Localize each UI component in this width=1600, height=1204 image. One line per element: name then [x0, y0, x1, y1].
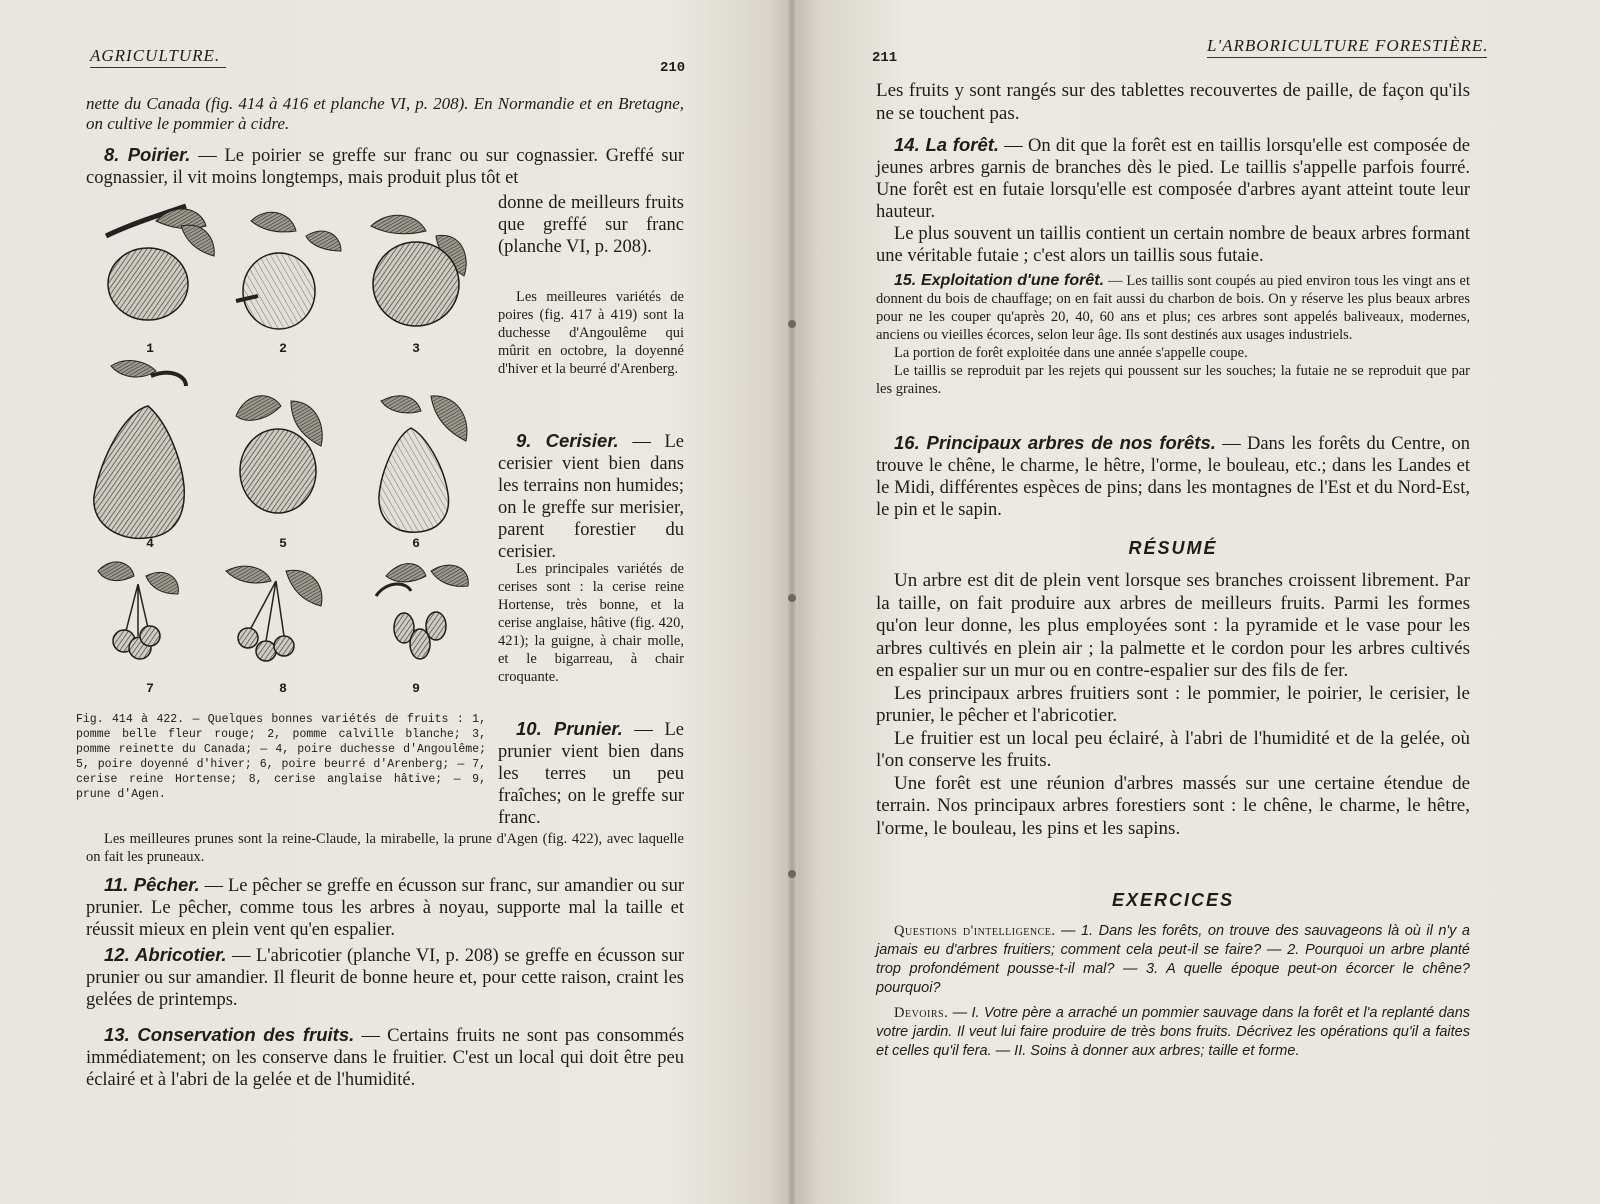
fruit-figure	[86, 196, 481, 716]
section-10-title: 10. Prunier.	[516, 718, 623, 739]
questions-text: — 1. Dans les forêts, on trouve des sauvageons là où il n'y a jamais eu d'arbres fruitiers; comment cela peut-il se faire? — 2. Pourquoi un arbre planté trop profondément pousse-t-il mal? — 3. A quelle époque peut-on écorcer le chêne? pourquoi?	[876, 923, 1470, 996]
cherry-varieties: Les principales variétés de cerises sont : la cerise reine Hortense, très bonne, et la cerise anglaise, hâtive (fig. 420, 421); la guigne, à chair molle, et le bigarreau, à chair croquante.	[498, 561, 684, 685]
binding-stitch	[788, 870, 796, 878]
section-8-continued: donne de meilleurs fruits que greffé sur franc (planche VI, p. 208).	[498, 193, 684, 257]
book-gutter	[786, 0, 798, 1204]
figure-number-4: 4	[146, 536, 154, 551]
section-15-title: 15. Exploitation d'une forêt.	[894, 272, 1105, 289]
figure-number-2: 2	[279, 341, 287, 356]
page-number-left: 210	[660, 60, 686, 76]
left-page	[0, 0, 792, 1204]
questions-label: Questions d'intelligence.	[894, 923, 1056, 939]
figure-number-7: 7	[146, 681, 154, 696]
intro-paragraph: nette du Canada (fig. 414 à 416 et planche VI, p. 208). En Normandie et en Bretagne, on cultive le pommier à cidre.	[86, 94, 684, 133]
resume-paragraph-2: Les principaux arbres fruitiers sont : le pommier, le poirier, le cerisier, le prunier, le pêcher et l'abricotier.	[876, 682, 1470, 726]
binding-stitch	[788, 320, 796, 328]
section-12-abricotier: 12. Abricotier. — L'abricotier (planche VI, p. 208) se greffe en écusson sur prunier ou sur amandier. Il fleurit de bonne heure et, pour cette raison, craint les gelées de printemps.	[86, 944, 684, 1010]
section-11-title: 11. Pêcher.	[104, 874, 200, 895]
section-10-prunier: 10. Prunier. — Le prunier vient bien dans les terres un peu fraîches; on le greffe sur franc.	[498, 718, 685, 828]
figure-number-9: 9	[412, 681, 420, 696]
resume-paragraph-1: Un arbre est dit de plein vent lorsque ses branches croissent librement. Par la taille, on fait produire aux arbres de meilleurs fruits. Parmi les formes qu'on leur donne, les plus employées sont : la pyramide et le vase pour les arbres cultivés en plein air ; la palmette et le cordon pour les arbres cultivés en espalier sur un mur ou en contre-espalier sur des fils de fer.	[876, 570, 1470, 681]
resume-heading: RÉSUMÉ	[1128, 538, 1218, 558]
section-11-pecher: 11. Pêcher. — Le pêcher se greffe en écusson sur franc, sur amandier ou sur prunier. Le pêcher, comme tous les arbres à noyau, supporte mal la taille et réussit mieux en plein vent qu'en espalier.	[86, 874, 685, 940]
resume-paragraph-3: Le fruitier est un local peu éclairé, à l'abri de l'humidité et de la gelée, où l'on conserve les fruits.	[876, 727, 1470, 771]
section-8-title: 8. Poirier.	[104, 144, 191, 165]
binding-stitch	[788, 594, 796, 602]
figure-number-6: 6	[412, 536, 420, 551]
section-9-title: 9. Cerisier.	[516, 430, 619, 451]
exercices-body	[876, 922, 1470, 1061]
exercices-heading: EXERCICES	[1111, 890, 1235, 910]
section-13-conservation: 13. Conservation des fruits. — Certains fruits ne sont pas consommés immédiatement; on les conserve dans le fruitier. C'est un local qui doit être peu éclairé et à l'abri de la gelée et de l'humidité.	[86, 1024, 685, 1090]
right-page	[792, 0, 1600, 1204]
running-head-right: L'ARBORICULTURE FORESTIÈRE.	[1207, 36, 1489, 58]
fruit-storage-continued: Les fruits y sont rangés sur des tablettes recouvertes de paille, de façon qu'ils ne se touchent pas.	[876, 80, 1470, 124]
devoirs-text: — I. Votre père a arraché un pommier sauvage dans la forêt et l'a replanté dans votre jardin. Il veut lui faire produire de très bons fruits. Décrivez les opérations qu'il a faites et celles qu'il fera. — II. Soins à donner aux arbres; taille et forme.	[876, 1005, 1471, 1059]
section-12-title: 12. Abricotier.	[104, 944, 227, 965]
figure-number-1: 1	[146, 341, 154, 356]
resume-paragraph-4: Une forêt est une réunion d'arbres massés sur une certaine étendue de terrain. Nos principaux arbres forestiers sont : le chêne, le charme, le hêtre, l'orme, le bouleau, les pins et les sapins.	[876, 772, 1470, 839]
section-14-foret: 14. La forêt. — On dit que la forêt est en taillis lorsqu'elle est composée de jeunes arbres garnis de branches dès le pied. Le taillis s'appelle parfois fourré. Une forêt est en futaie lorsqu'elle est composée d'arbres ayant atteint toute leur hauteur. Le plus souvent un taillis contient un certain nombre de beaux arbres formant une véritable futaie ; c'est alors un taillis sous futaie.	[876, 134, 1470, 266]
devoirs-label: Devoirs.	[894, 1005, 949, 1021]
figure-number-5: 5	[279, 536, 287, 551]
figure-caption: Fig. 414 à 422. — Quelques bonnes variétés de fruits : 1, pomme belle fleur rouge; 2, pomme calville blanche; 3, pomme reinette du Canada; — 4, poire duchesse d'Angoulême; 5, poire doyenné d'hiver; 6, poire beurré d'Arenberg; — 7, cerise reine Hortense; 8, cerise anglaise hâtive; — 9, prune d'Agen.	[76, 713, 486, 801]
section-14-title: 14. La forêt.	[894, 134, 1000, 155]
section-16-principaux-arbres: 16. Principaux arbres de nos forêts. — Dans les forêts du Centre, on trouve le chêne, le charme, le hêtre, l'orme, le bouleau, etc.; dans les Landes et le Midi, différentes espèces de pins; dans les montagnes de l'Est et du Nord-Est, le pin et le sapin.	[876, 432, 1471, 520]
section-9-cerisier: 9. Cerisier. — Le cerisier vient bien dans les terrains non humides; on le greffe sur merisier, parent forestier du cerisier.	[498, 430, 684, 562]
section-13-title: 13. Conservation des fruits.	[104, 1024, 355, 1045]
pear-varieties: Les meilleures variétés de poires (fig. 417 à 419) sont la duchesse d'Angoulême qui mûrit en octobre, la doyenné d'hiver et la beurré d'Arenberg.	[498, 289, 684, 377]
section-8-poirier: 8. Poirier. — Le poirier se greffe sur franc ou sur cognassier. Greffé sur cognassier, il vit moins longtemps, mais produit plus tôt et	[86, 144, 685, 188]
figure-number-8: 8	[279, 681, 287, 696]
figure-number-3: 3	[412, 341, 420, 356]
resume-body	[876, 570, 1470, 840]
page-number-right: 211	[872, 50, 898, 66]
section-16-title: 16. Principaux arbres de nos forêts.	[894, 432, 1216, 453]
section-15-exploitation: 15. Exploitation d'une forêt. — Les taillis sont coupés au pied environ tous les vingt ans et donnent du bois de chauffage; on en fait aussi du charbon de bois. On y réserve les plus beaux arbres pour ne les couper qu'après 20, 40, 60 ans et plus; ces arbres sont appelés baliveaux, modernes, anciens ou vieilles écorces, selon leur âge. Ils sont destinés aux usages industriels. La portion de forêt exploitée dans une année s'appelle coupe. Le taillis se reproduit par les rejets qui poussent sur les souches; la futaie ne se reproduit que par les graines.	[876, 272, 1471, 397]
plums-paragraph: Les meilleures prunes sont la reine-Claude, la mirabelle, la prune d'Agen (fig. 422), avec laquelle on fait les pruneaux.	[86, 831, 684, 865]
running-head-left: AGRICULTURE.	[90, 46, 226, 68]
